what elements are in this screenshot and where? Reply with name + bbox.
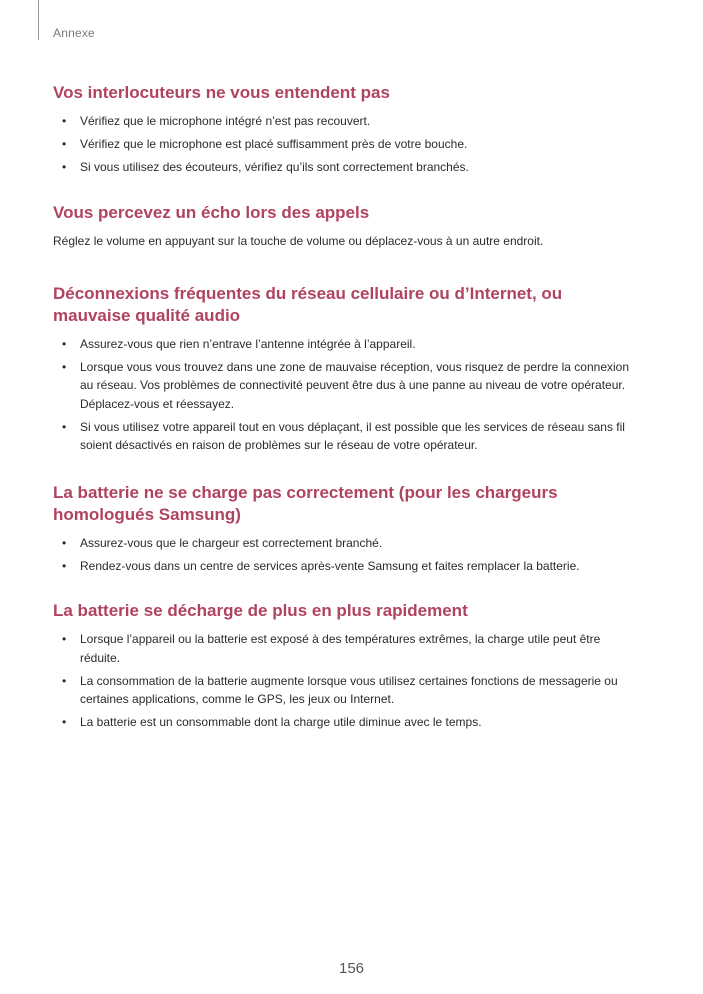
section-title: Vous percevez un écho lors des appels	[53, 202, 370, 222]
bullet-icon: •	[62, 137, 67, 151]
bullet-list	[53, 630, 643, 732]
list-item-text: Si vous utilisez votre appareil tout en vous déplaçant, il est possible que les services de réseau sans fil soient désactivés en raison de problèmes sur le réseau de votre opérateur.	[80, 419, 625, 452]
section-charging	[53, 482, 643, 576]
section-battery-drain	[53, 600, 643, 732]
list-item-text: Si vous utilisez des écouteurs, vérifiez qu’ils sont correctement branchés.	[80, 160, 469, 174]
list-item-text: Lorsque l’appareil ou la batterie est exposé à des températures extrêmes, la charge utile peut être réduite.	[80, 632, 601, 665]
list-item	[53, 335, 643, 354]
list-item	[53, 672, 643, 709]
list-item	[53, 418, 643, 455]
bullet-list	[53, 534, 643, 576]
page-content	[53, 82, 643, 736]
bullet-icon: •	[62, 632, 67, 646]
bullet-icon: •	[62, 715, 67, 729]
list-item-text: La batterie est un consommable dont la charge utile diminue avec le temps.	[80, 715, 482, 729]
section-title: La batterie ne se charge pas correctement (pour les chargeurs homologués Samsung)	[53, 482, 558, 524]
section-label: Annexe	[53, 26, 95, 40]
list-item-text: Assurez-vous que le chargeur est correctement branché.	[80, 535, 383, 550]
list-item-text: Lorsque vous vous trouvez dans une zone de mauvaise réception, vous risquez de perdre la connexion au réseau. Vos problèmes de connectivité peuvent être dus à une panne au niveau de votre opérateur. Déplacez-vous et réessayez.	[80, 359, 630, 411]
list-item	[53, 534, 643, 553]
section-microphone	[53, 82, 643, 177]
bullet-icon: •	[62, 336, 67, 351]
list-item	[53, 358, 643, 414]
section-text: Réglez le volume en appuyant sur la touche de volume ou déplacez-vous à un autre endroit.	[53, 233, 544, 248]
bullet-icon: •	[62, 558, 67, 573]
bullet-icon: •	[62, 160, 67, 174]
section-echo	[53, 202, 643, 250]
margin-rule	[38, 0, 39, 40]
bullet-icon: •	[62, 673, 67, 688]
bullet-list	[53, 335, 643, 455]
list-item	[53, 557, 643, 576]
section-title: La batterie se décharge de plus en plus rapidement	[53, 601, 468, 620]
list-item	[53, 112, 643, 131]
list-item-text: La consommation de la batterie augmente lorsque vous utilisez certaines fonctions de messagerie ou certaines applications, comme le GPS, les jeux ou Internet.	[80, 673, 618, 706]
list-item	[53, 713, 643, 732]
section-network	[53, 283, 643, 455]
bullet-list	[53, 112, 643, 177]
bullet-icon: •	[62, 359, 67, 374]
bullet-icon: •	[62, 419, 67, 434]
list-item-text: Vérifiez que le microphone est placé suffisamment près de votre bouche.	[80, 137, 468, 151]
list-item-text: Vérifiez que le microphone intégré n’est pas recouvert.	[80, 114, 371, 128]
list-item	[53, 630, 643, 667]
list-item-text: Rendez-vous dans un centre de services après-vente Samsung et faites remplacer la batterie.	[80, 558, 580, 573]
list-item	[53, 158, 643, 177]
list-item	[53, 135, 643, 154]
list-item-text: Assurez-vous que rien n’entrave l’antenne intégrée à l’appareil.	[80, 336, 416, 351]
bullet-icon: •	[62, 535, 67, 550]
page-number: 156	[338, 960, 365, 977]
section-title: Vos interlocuteurs ne vous entendent pas	[53, 83, 390, 102]
section-title: Déconnexions fréquentes du réseau cellulaire ou d’Internet, ou mauvaise qualité audio	[53, 283, 563, 325]
bullet-icon: •	[62, 114, 67, 128]
